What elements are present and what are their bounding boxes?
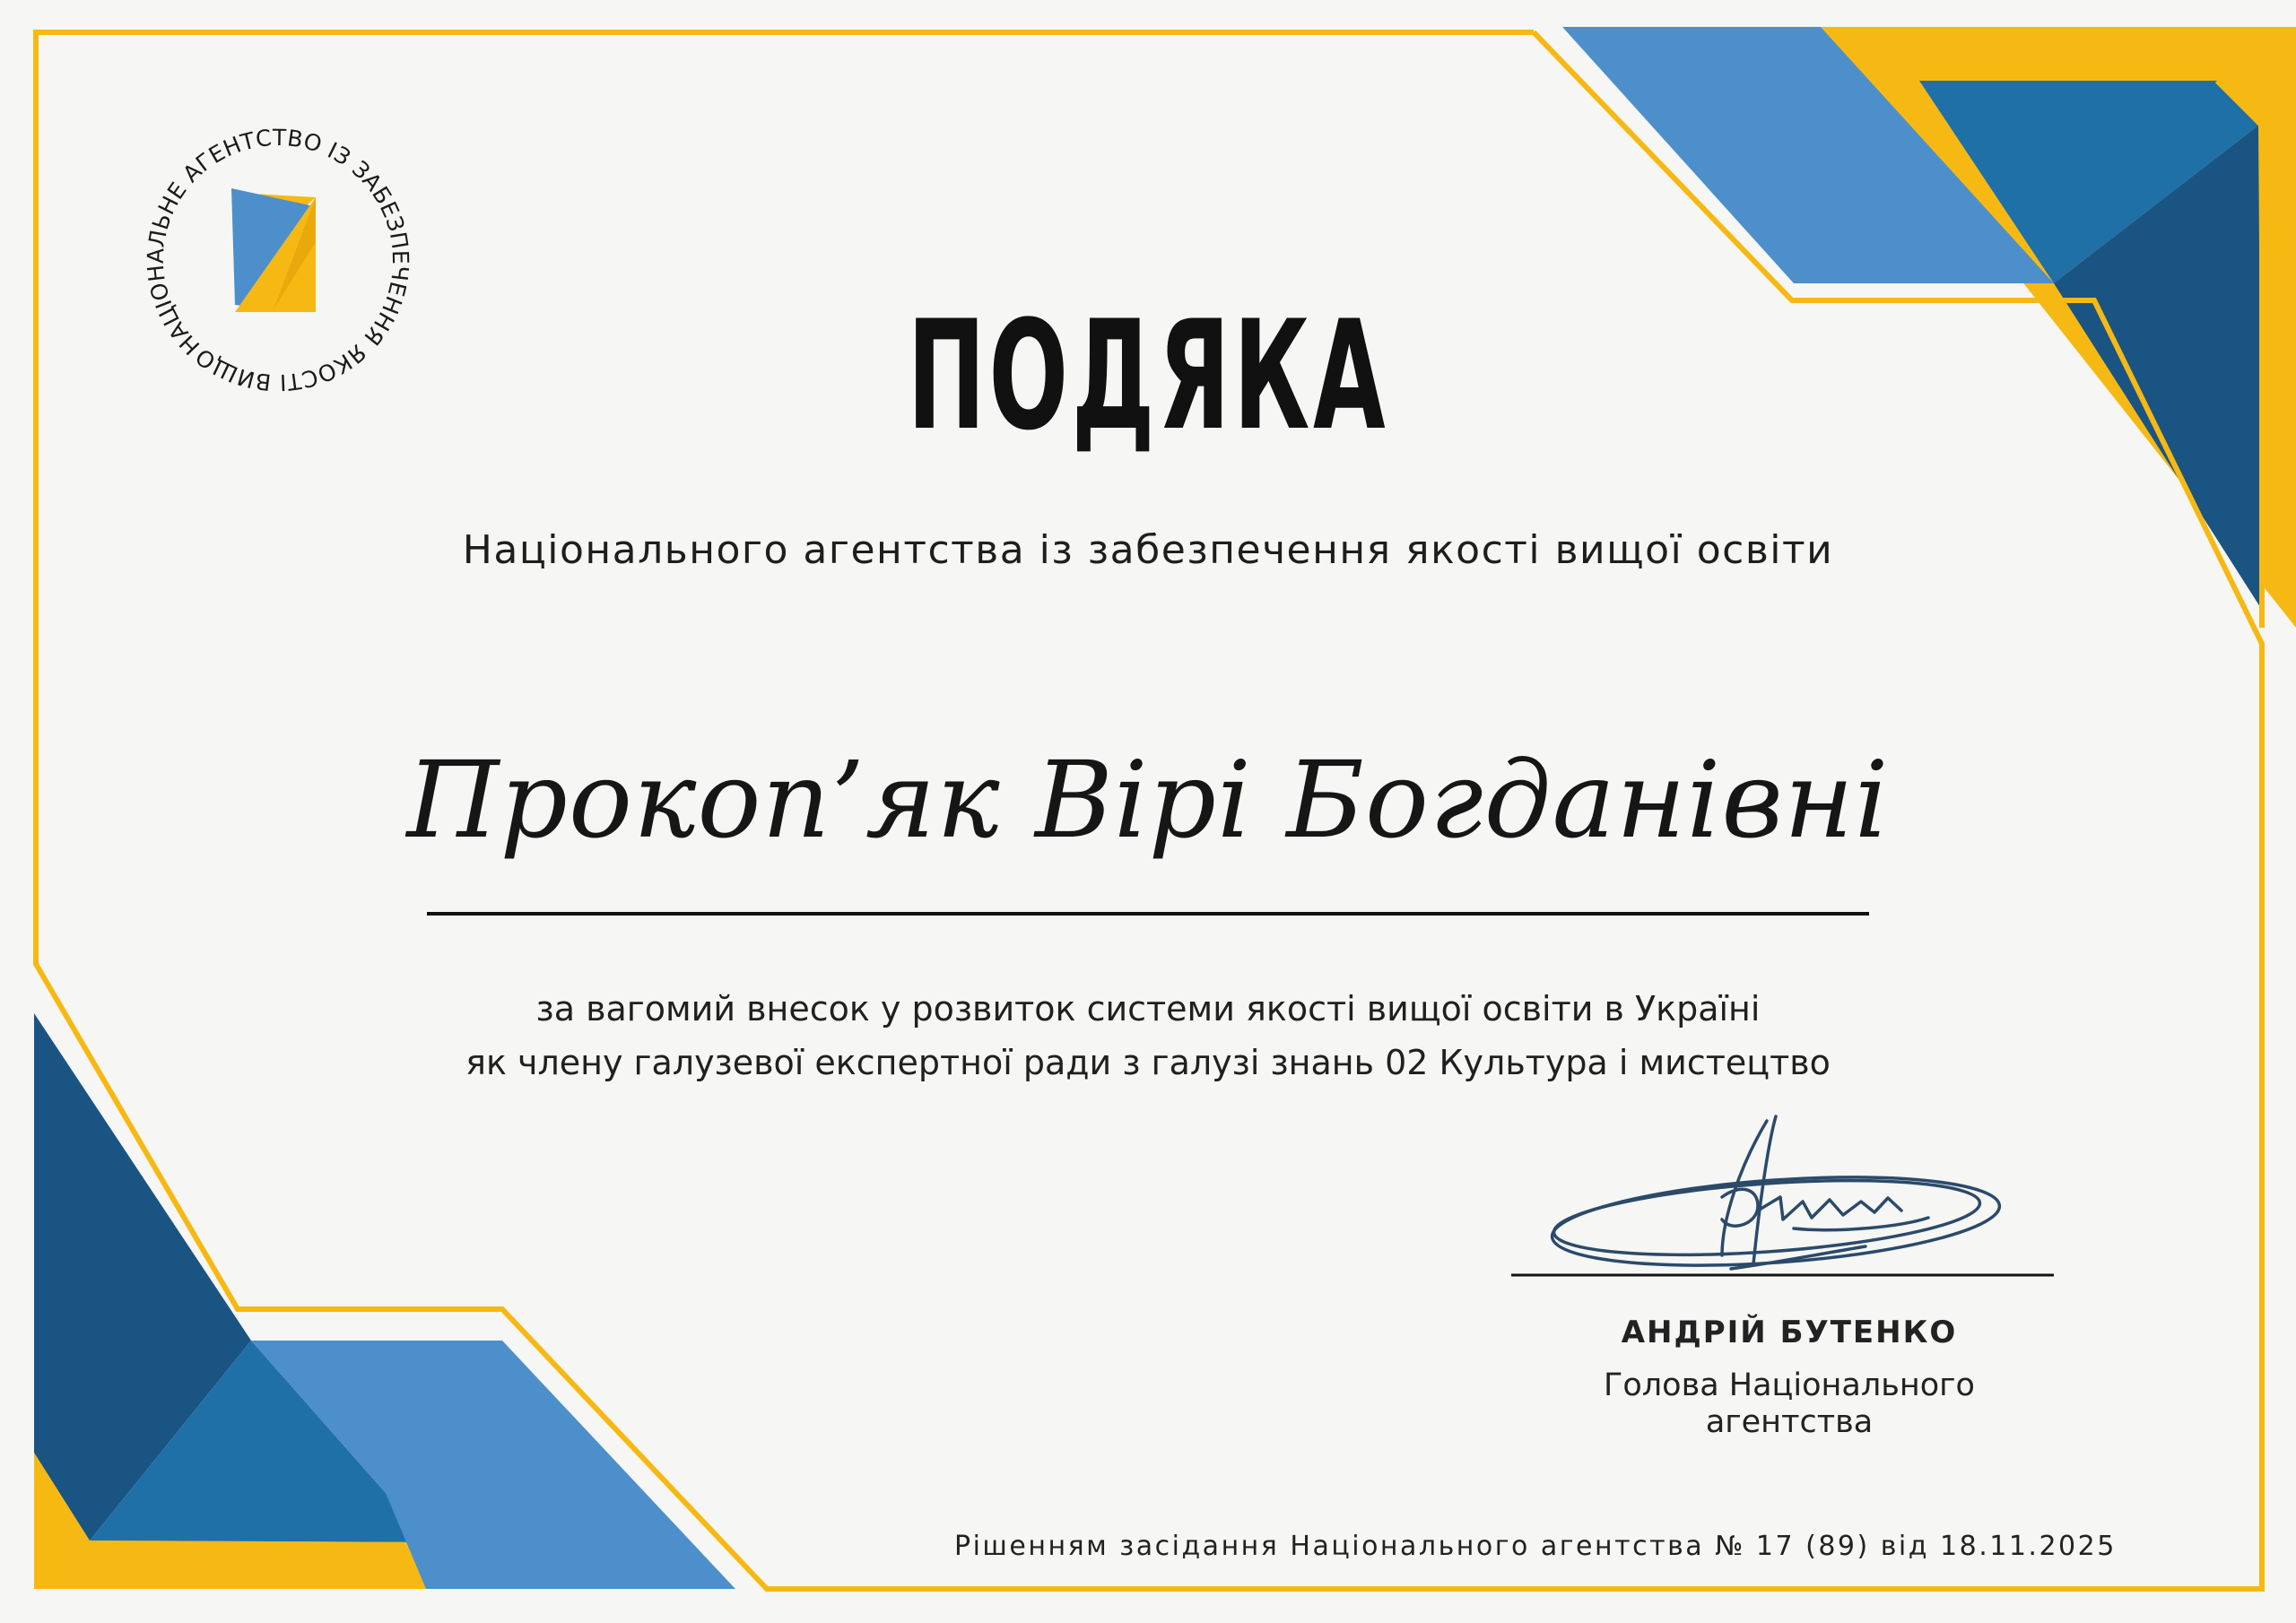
reason-line-2: як члену галузевої експертної ради з галузі знань 02 Культура і мистецтво xyxy=(465,1043,1831,1082)
certificate-title: ПОДЯКА xyxy=(907,288,1389,464)
agency-logo xyxy=(126,108,430,412)
signer-name: АНДРІЙ БУТЕНКО xyxy=(1621,1315,1958,1350)
logo-emblem xyxy=(231,188,316,312)
signer-position-line-2: агентства xyxy=(1705,1404,1874,1441)
issuer-line: Національного агентства із забезпечення якості вищої освіти xyxy=(462,527,1834,573)
reason-line-1: за вагомий внесок у розвиток системи якості вищої освіти в Україні xyxy=(535,989,1761,1028)
decision-footer: Рішенням засідання Національного агентства № 17 (89) від 18.11.2025 xyxy=(954,1531,2117,1562)
signer-position xyxy=(1507,1367,2072,1442)
signer-position-line-1: Голова Національного xyxy=(1604,1367,1975,1403)
handwritten-signature xyxy=(1543,1112,2027,1300)
recipient-name: Прокоп’як Вірі Богданівні xyxy=(406,738,1890,862)
logo-ring-text: НАЦІОНАЛЬНЕ АГЕНТСТВО ІЗ ЗАБЕЗПЕЧЕННЯ ЯКОСТІ ВИЩОЇ xyxy=(142,124,414,396)
